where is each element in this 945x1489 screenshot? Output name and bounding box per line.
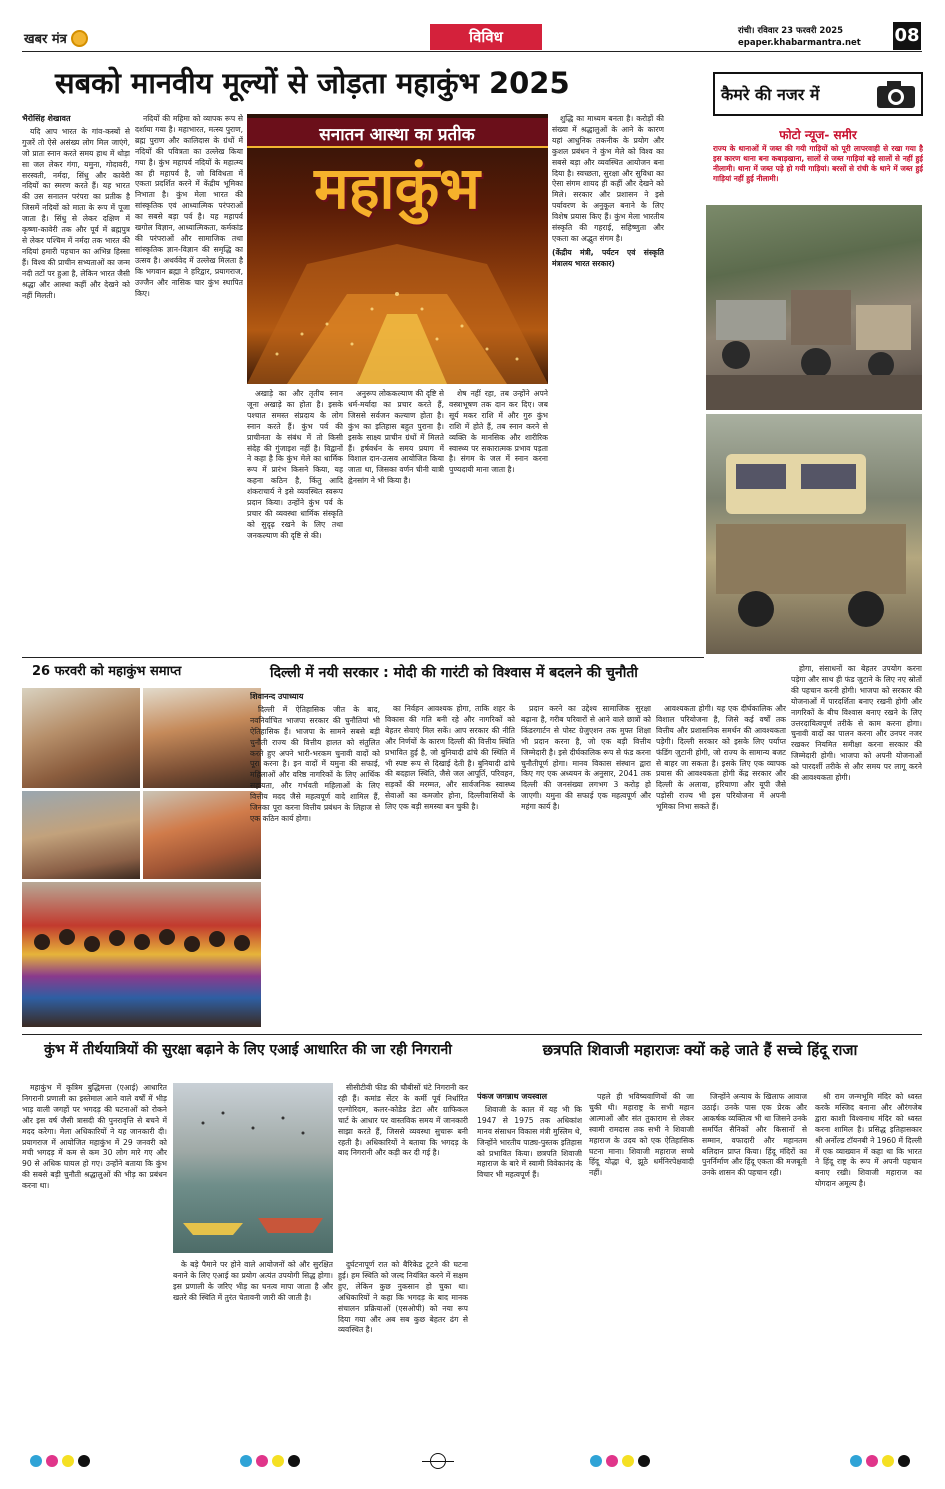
date-line: रांची। रविवार 23 फरवरी 2025 [738,26,844,36]
section-name: विविध [469,28,503,46]
brand-name: खबर मंत्र [24,32,67,47]
kumbh-crowd-photo-3 [22,791,140,879]
crowd-lights-graphic [247,234,548,384]
registration-dot [240,1455,252,1467]
story4-column-2 [338,1083,468,1253]
registration-dot [606,1455,618,1467]
story1-column-6 [552,114,664,649]
story3-col3-text: प्रदान करने का उद्देश्य सामाजिक सुरक्षा बढ़ाना है, गरीब परिवारों से आने वाले छात्रों को किंडरगार्टन से पोस्ट ग्रेजुएशन तक मुफ्त शिक्षा भी प्रदान करना है, जो एक बड़ी वित्तीय जिम्मेदारी है। इसे दीर्घकालिक रूप से फंड करना चुनौतीपूर्ण होगा। मानव विकास संस्थान द्वारा किए गए एक अध्ययन के अनुसार, 2041 तक दिल्ली की जनसंख्या लगभग 3 करोड़ हो जाएगी। यमुना की सफाई एक महत्वपूर्ण और महंगा कार्य है। [521,704,651,812]
headline-delhi-government: दिल्ली में नयी सरकार : मोदी की गारंटी को विश्वास में बदलने की चुनौती [270,665,638,681]
story1-col2-text: नदियों की महिमा को व्यापक रूप से दर्शाया गया है। महाभारत, मत्स्य पुराण, ब्रह्म पुराण और कालिदास के ग्रंथों में नदियों की पवित्रता का उल्लेख किया गया है। कुंभ महापर्व नदियों के महात्म्य का ही महापर्व है, जो विविधता में एकता प्रदर्शित करने में केंद्रीय भूमिका निभाता है। कुंभ मेला भारत की सांस्कृतिक एवं आध्यात्मिक परंपराओं का सबसे बड़ा पर्व है। यह महापर्व खगोल विज्ञान, आध्यात्मिकता, कर्मकांड की परंपराओं और सामाजिक तथा सांस्कृतिक ज्ञान-विज्ञान की समृद्धि का उत्सव है। अथर्ववेद में उल्लेख मिलता है कि भगवान ब्रह्मा ने हरिद्वार, प्रयागराज, उज्जैन और नासिक चार कुंभ स्थापित किए। [135,114,243,298]
photo-news-subtitle: फोटो न्यूज- समीर [779,128,857,142]
registration-dot [272,1455,284,1467]
story1-col6-text: शुद्धि का माध्यम बनता है। करोड़ों की संख्या में श्रद्धालुओं के आने के कारण यहां आधुनिक तकनीक के प्रयोग और कुशल प्रबंधन ने कुंभ मेले को विश्व का सबसे बड़ा और व्यवस्थित आयोजन बना दिया है। स्वच्छता, सुरक्षा और सुविधा का ऐसा संगम शायद ही कहीं और देखने को मिले। सरकार और प्रशासन ने इसे पर्यावरण के अनुकूल बनाने के लिए विशेष प्रयास किए हैं। कुंभ मेला भारतीय संस्कृति की गहराई, सहिष्णुता और एकता का अद्भुत संगम है। [552,114,664,243]
story3-column-1 [250,692,380,1027]
story5-col2-text: पहले ही भविष्यवाणियों की जा चुकी थी। महाराष्ट्र के सभी महान आत्माओं और संत तुकाराम से लेकर स्वामी रामदास तक सभी ने शिवाजी महाराज के उदय को एक ऐतिहासिक घटना माना। शिवाजी महाराज सच्चे हिंदू योद्धा थे, झूठे धर्मनिरपेक्षवादी नहीं। [589,1092,694,1178]
page-number: 08 [893,22,921,50]
story3-column-2 [385,704,515,1027]
story4-column-1 [22,1083,167,1438]
river-boats-graphic [173,1083,333,1253]
story1-col5-text: शेष नहीं रहा, तब उन्होंने अपने वस्त्राभूषण तक दान कर दिए। जब सूर्य मकर राशि में और गुरु कुंभ राशि में होते हैं, तब स्नान करने से व्यक्ति के मानसिक और शारीरिक स्वास्थ्य पर सकारात्मक प्रभाव पड़ता है। संगम के जल में स्नान करना पुण्यदायी माना जाता है। [449,389,548,475]
divider-lower [22,1034,922,1035]
vehicles-scrap-graphic-1 [706,205,922,410]
story3-col1-text: दिल्ली में ऐतिहासिक जीत के बाद, नवनिर्वाचित भाजपा सरकार की चुनौतियां भी ऐतिहासिक हैं। भाजपा के सामने सबसे बड़ी चुनौती राज्य की वित्तीय हालत को संतुलित करते हुए अपने भारी-भरकम चुनावी वादों को पूरा करना है। इन वादों में यमुना की सफाई, महिलाओं और वरिष्ठ नागरिकों के लिए आर्थिक सहायता, और गर्भवती महिलाओं के लिए वित्तीय मदद जैसे महत्वपूर्ण वादे शामिल हैं, जिनका पूरा करना वित्तीय प्रबंधन के लिहाज से एक कठिन कार्य होगा। [250,704,380,823]
vehicles-scrap-graphic-2 [706,414,922,654]
story3-byline: शिवानन्द उपाध्याय [250,692,304,701]
story4-column-3 [173,1260,333,1438]
story5-column-2 [589,1092,694,1438]
registration-dot [78,1455,90,1467]
kumbh-river-boats-photo [173,1083,333,1253]
story1-col4-text: अनुरूप लोककल्याण की दृष्टि से धर्म-मर्यादा का प्रचार करते हैं, जिससे सर्वजन कल्याण होता है। कुंभ का इतिहास बहुत पुराना है। इसके साक्ष्य प्राचीन ग्रंथों में मिलते हैं। हर्षवर्धन के समय प्रयाग में विशाल दान-उत्सव आयोजित किया जाता था, जिसका वर्णन चीनी यात्री ह्वेनसांग ने भी किया है। [348,389,444,486]
story5-col4-text: श्री राम जन्मभूमि मंदिर को ध्वस्त करके मस्जिद बनाना और औरंगजेब द्वारा काशी विश्वनाथ मंदिर को ध्वस्त करना शामिल है। प्रसिद्ध इतिहासकार श्री अर्नोल्ड टॉयनबी ने 1960 में दिल्ली में एक व्याख्यान में कहा था कि भारत ने हिंदू राष्ट्र के रूप में अपनी पहचान बनाए रखी। शिवाजी महाराज का योगदान अमूल्य है। [815,1092,922,1189]
headline-ai-surveillance: कुंभ में तीर्थयात्रियों की सुरक्षा बढ़ाने के लिए एआई आधारित की जा रही निगरानी [44,1042,452,1058]
brand-emblem-icon [71,30,88,47]
story5-column-4 [815,1092,922,1438]
image-banner-text: सनातन आस्था का प्रतीक [319,125,475,145]
story1-col3-text: अखाड़े का और तृतीय स्नान जूना अखाड़े का होता है। इसके पश्चात समस्त संप्रदाय के लोग स्नान करते हैं। कुंभ पर्व की प्राचीनता के संबंध में तो किसी संदेह की गुंजाइश नहीं है। विद्वानों ने कहा है कि कुंभ मेले का धार्मिक रूप में प्रारंभ किसने किया, यह कहना कठिन है, किंतु आदि शंकराचार्य ने इसे व्यवस्थित स्वरूप प्रदान किया। उन्होंने कुंभ पर्व के प्रचार की व्यवस्था धार्मिक संस्कृति को सुदृढ़ रखने के लिए तथा जनकल्याण की दृष्टि से की। [247,389,343,540]
crosshair-line [422,1461,454,1462]
camera-box-title: कैमरे की नजर में [721,85,820,104]
registration-dot [46,1455,58,1467]
story1-column-1 [22,114,130,649]
image-title: महाकुंभ [314,154,480,222]
seized-vehicles-photo-2 [706,414,922,654]
photo-news-caption: राज्य के थानाओं में जब्त की गयी गाड़ियों को पूरी लापरवाही से रखा गया है इस कारण थाना बना कबाड़खाना, सालों से जब्त गाड़ियां बड़े सालों से नहीं हुई नीलामी। थाना में जब्त पड़े हो गयी गाड़ियां। बरसों से रांची के थाने में जब्त हुई गाड़ियां नहीं हुई नीलामी। [713,144,923,183]
kumbh-crowd-photo-4 [143,791,261,879]
camera-icon [875,80,917,110]
registration-dot [590,1455,602,1467]
story1-column-5 [449,389,548,649]
color-registration-strip [0,1452,945,1470]
story3-column-4 [656,704,786,1027]
story4-col1-text: महाकुंभ में कृत्रिम बुद्धिमत्ता (एआई) आधारित निगरानी प्रणाली का इस्तेमाल आने वाले वर्षों में भीड़ भाड़ वाली जगहों पर भगदड़ की घटनाओं को रोकने और इस वर्ष जैसी त्रासदी की पुनरावृत्ति से बचने में मदद करेगा। मेला अधिकारियों ने यह जानकारी दी। प्रयागराज में आयोजित महाकुंभ में 29 जनवरी को मची भगदड़ में कम से कम 30 लोग मारे गए और 90 से अधिक घायल हो गए। उन्होंने बताया कि कुंभ की सबसे बड़ी चुनौती श्रद्धालुओं की भीड़ का प्रबंधन करना था। [22,1083,167,1191]
kumbh-crowd-photo-5 [22,882,261,1027]
story5-column-3 [702,1092,807,1438]
headline-kumbh-ends: 26 फरवरी को महाकुंभ समाप्त [32,664,182,679]
story4-col4-text: दुर्घटनापूर्ण रात को बैरिकेड टूटने की घटना हुई। हम स्थिति को जल्द नियंत्रित करने में सक्षम हुए, लेकिन कुछ नुकसान हो चुका था। अधिकारियों ने कहा कि भगदड़ के बाद मानक संचालन प्रक्रियाओं (एसओपी) को नया रूप दिया गया और अब सब कुछ बेहतर ढंग से व्यवस्थित है। [338,1260,468,1335]
story4-col3-text: के बड़े पैमाने पर होने वाले आयोजनों को और सुरक्षित बनाने के लिए एआई का प्रयोग अत्यंत उपयोगी सिद्ध होगा। इस प्रणाली के जरिए भीड़ का घनत्व मापा जाता है और खतरे की स्थिति में तुरंत चेतावनी जारी की जाती है। [173,1260,333,1302]
registration-dot [898,1455,910,1467]
story3-col4-text: आवश्यकता होगी। यह एक दीर्घकालिक और विशाल परियोजना है, जिसे कई वर्षों तक वित्तीय और प्रशासनिक समर्थन की आवश्यकता पड़ेगी। दिल्ली सरकार को इसके लिए पर्याप्त फंडिंग जुटानी होगी, जो राज्य के सामान्य बजट से बाहर जा सकता है। इसके लिए एक व्यापक प्रयास की आवश्यकता होगी केंद्र सरकार और दिल्ली के अलावा, हरियाणा और यूपी जैसे पड़ोसी राज्य भी इस परियोजना में अपनी भूमिका निभा सकते हैं। [656,704,786,812]
masthead-rule [22,51,922,52]
headline-mahakumbh: सबको मानवीय मूल्यों से जोड़ता महाकुंभ 2025 [55,66,570,100]
divider-mid [22,657,704,658]
story4-col2-text: सीसीटीवी फीड की चौबीसों घंटे निगरानी कर रही हैं। कमांड सेंटर के कर्मी पूर्व निर्धारित एल्गोरिदम, कलर-कोडेड डेटा और ग्राफिकल चार्ट के आधार पर वास्तविक समय में जानकारी साझा करते हैं, जिससे व्यवस्था सुचारू बनी रहती है। अधिकारियों ने बताया कि भगदड़ के बाद निगरानी और कड़ी कर दी गई है। [338,1083,468,1158]
story1-column-3 [247,389,343,649]
registration-dot [850,1455,862,1467]
registration-dot [288,1455,300,1467]
kumbh-crowd-photo-1 [22,688,140,788]
registration-dot [30,1455,42,1467]
story3-column-3 [521,704,651,1027]
registration-dot [256,1455,268,1467]
story4-column-4 [338,1260,468,1438]
story3-col2-text: का निर्वहन आवश्यक होगा, ताकि शहर के विकास की गति बनी रहे और नागरिकों को बेहतर सेवाएं मिल सकें। आप सरकार की नीति और निर्णयों के कारण दिल्ली की वित्तीय स्थिति प्रभावित हुई है, जो बुनियादी ढांचे की स्थिति में भी स्पष्ट रूप से दिखाई देती है। बुनियादी ढांचे की बदहाल स्थिति, जैसे जल आपूर्ति, परिवहन, सड़कों की मरम्मत, और सार्वजनिक स्वास्थ्य सेवाओं का कमजोर होना, दिल्लीवासियों के लिए एक बड़ी समस्या बन चुकी है। [385,704,515,812]
story1-col1-text: यदि आप भारत के गांव-कस्बों से गुजरें तो ऐसे असंख्य लोग मिल जाएंगे, जो प्रातः स्नान करते समय हाथ में थोड़ा सा जल लेकर गंगा, यमुना, गोदावरी, सरस्वती, नर्मदा, सिंधु और कावेरी नदियों का स्मरण करते हैं। यह भारत की उस सनातन परंपरा का प्रतीक है जिसमें नदियों को माता के रूप में पूजा जाता है। सिंधु से लेकर दक्षिण में कृष्णा-कावेरी तक और पूर्व में ब्रह्मपुत्र से लेकर पश्चिम में नर्मदा तक भारत की नदियां हमारी पहचान का अभिन्न हिस्सा हैं। विश्व की प्राचीन सभ्यताओं का जन्म नदी तटों पर हुआ है, लेकिन भारत जैसी श्रद्धा और आस्था कहीं और देखने को नहीं मिलती। [22,126,130,300]
registration-dot [622,1455,634,1467]
section-label [430,24,542,50]
website-link[interactable]: epaper.khabarmantra.net [738,38,861,48]
registration-dot [62,1455,74,1467]
crowd-heads-graphic [22,882,261,1027]
seized-vehicles-photo-1 [706,205,922,410]
story1-column-4 [348,389,444,649]
story5-col1-text: शिवाजी के काल में यह भी कि 1947 से 1975 तक अधिकांश मानव संसाधन विकास मंत्री मुस्लिम थे, जिन्होंने भारतीय पाठ्य-पुस्तक इतिहास को प्रभावित किया। छत्रपति शिवाजी महाराज के बारे में स्वामी विवेकानंद के विचार भी महत्वपूर्ण हैं। [477,1104,582,1180]
brand-logo [24,28,124,48]
registration-dot [638,1455,650,1467]
story3-col5-text: होगा, संसाधनों का बेहतर उपयोग करना पड़ेगा और साथ ही फंड जुटाने के लिए नए स्रोतों की पहचान करनी होगी। भाजपा को सरकार की योजनाओं में पारदर्शिता बनाए रखनी होगी और नागरिकों के बीच विश्वास बनाए रखने के लिए उत्तरदायित्वपूर्ण तरीके से काम करना होगा। चुनावी वादों का पालन करना और उनपर नजर रखकर नियमित समीक्षा करना सरकार की जिम्मेदारी होगी। भाजपा को अपनी योजनाओं को पारदर्शी तरीके से और समय पर लागू करने की आवश्यकता होगी। [791,664,922,783]
story1-column-2 [135,114,243,649]
story1-author-note: (केंद्रीय मंत्री, पर्यटन एवं संस्कृति मंत्रालय भारत सरकार) [552,247,664,268]
camera-title-box [713,72,923,116]
story5-col3-text: जिन्होंने अन्याय के खिलाफ आवाज उठाई। उनके पास एक प्रेरक और आकर्षक व्यक्तित्व भी था जिसने उनके समर्पित सैनिकों और किसानों से सम्मान, वफादारी और महानतम बलिदान प्राप्त किया। हिंदू मंदिरों का पुनर्निर्माण और हिंदू एकता की मजबूती उनके शासन की पहचान रही। [702,1092,807,1178]
mahakumbh-feature-image [247,114,548,384]
registration-dot [882,1455,894,1467]
kumbh-crowd-photo-2 [143,688,261,788]
headline-shivaji-maharaj: छत्रपति शिवाजी महाराजः क्यों कहे जाते हैं सच्चे हिंदू राजा [542,1041,858,1059]
registration-dot [866,1455,878,1467]
story1-byline: भैरोसिंह शेखावत [22,114,71,123]
masthead [0,0,945,52]
story3-column-5 [791,664,922,1027]
story5-byline: पंकज जगन्नाथ जयस्वाल [477,1092,548,1101]
story5-column-1 [477,1092,582,1438]
